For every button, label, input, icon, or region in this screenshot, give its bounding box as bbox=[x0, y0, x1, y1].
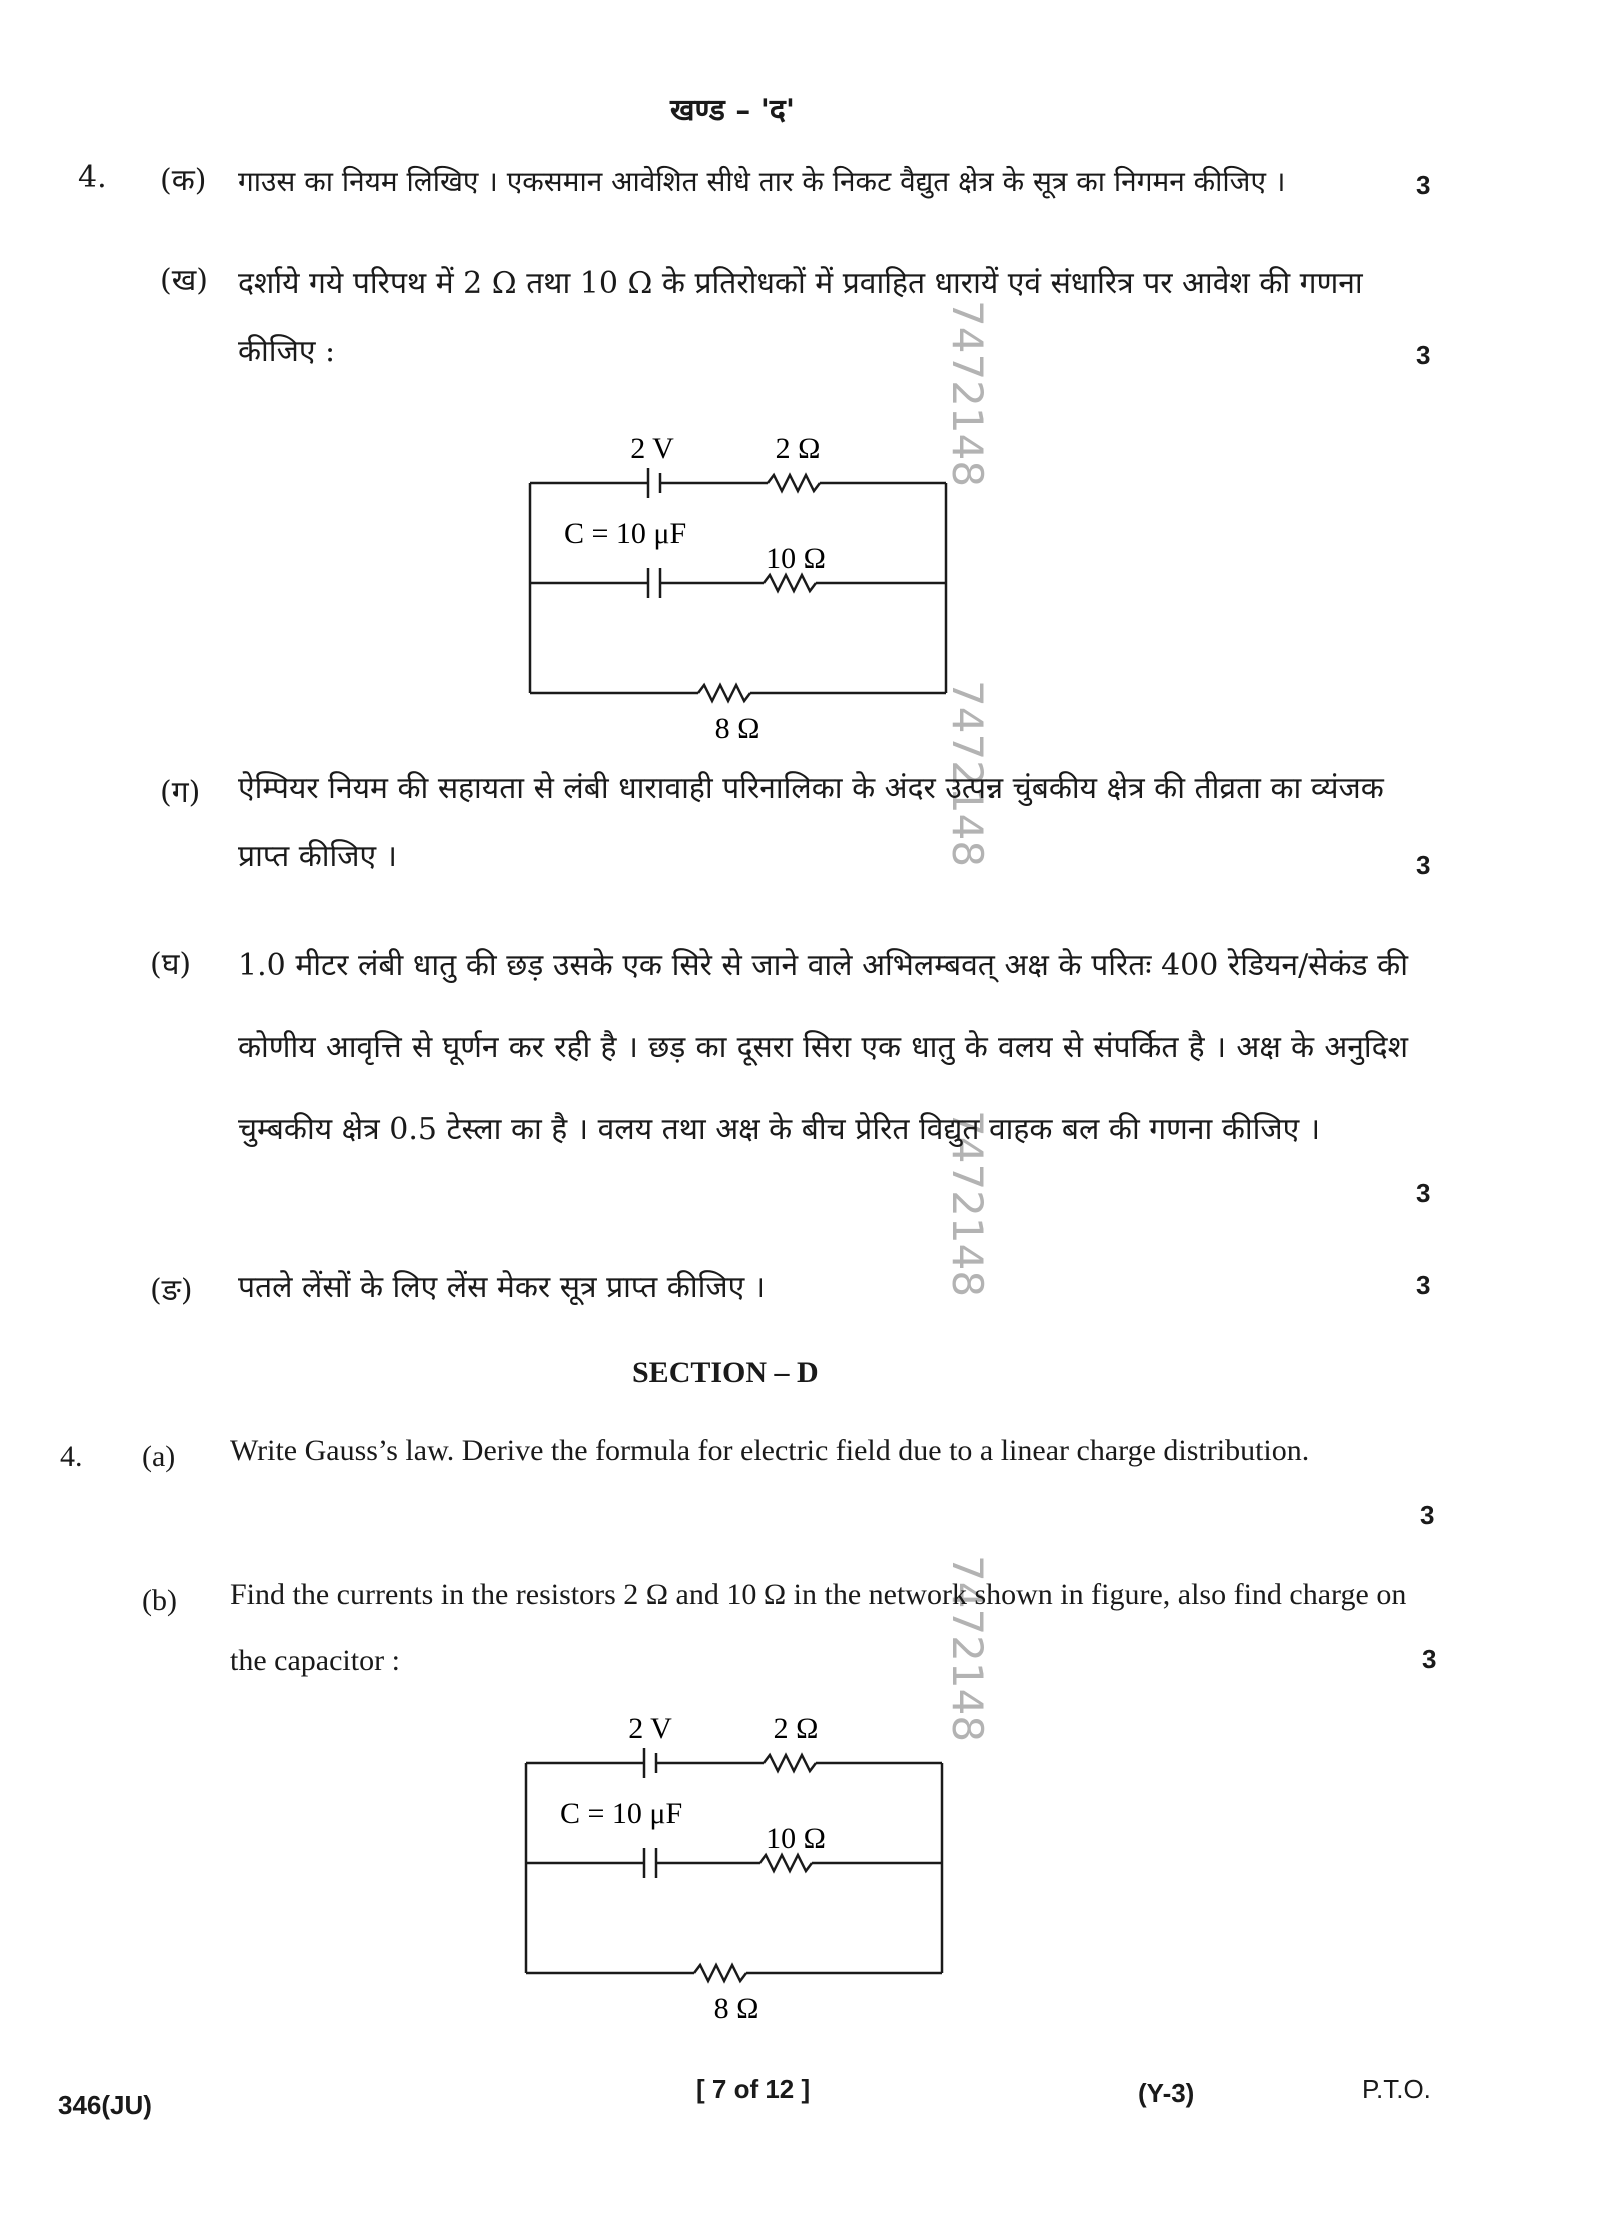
part-label: (ङ) bbox=[150, 1273, 193, 1308]
english-section-title: SECTION – D bbox=[632, 1356, 819, 1389]
part-marks: 3 bbox=[1420, 1500, 1435, 1530]
hindi-question-number: 4. bbox=[78, 160, 107, 195]
part-text: 1.0 मीटर लंबी धातु की छड़ उसके एक सिरे से जाने वाले अभिलम्बवत् अक्ष के परितः 400 रेडियन/सेकंड की कोणीय आवृत्ति से घूर्णन कर रही है । छड़ का दूसरा सिरा एक धातु के वलय से संपर्कित है । अक्ष के अनुदिश चुम्बकीय क्षेत्र 0.5 टेस्ला का है । वलय तथा अक्ष के बीच प्रेरित विद्युत वाहक बल की गणना कीजिए । bbox=[238, 948, 1408, 1147]
battery-label: 2 V bbox=[628, 1712, 672, 1745]
part-label: (b) bbox=[142, 1584, 177, 1617]
resistor-10-ohm bbox=[764, 575, 816, 591]
part-label: (घ) bbox=[150, 947, 192, 982]
part-text: Write Gauss’s law. Derive the formula for electric field due to a linear charge distribution. bbox=[230, 1434, 1310, 1467]
paper-code: 346(JU) bbox=[58, 2090, 152, 2120]
part-label: (ग) bbox=[160, 775, 201, 810]
part-text: ऐम्पियर नियम की सहायता से लंबी धारावाही परिनालिका के अंदर उत्पन्न चुंबकीय क्षेत्र की तीव्रता का व्यंजक प्राप्त कीजिए । bbox=[238, 771, 1384, 874]
resistor-2-ohm bbox=[764, 1755, 816, 1771]
resistor-label: 2 Ω bbox=[773, 1712, 819, 1745]
part-text: Find the currents in the resistors 2 Ω and 10 Ω in the network shown in figure, also find charge on the capacitor : bbox=[230, 1578, 1407, 1677]
circuit-diagram bbox=[520, 420, 960, 750]
part-marks: 3 bbox=[1422, 1644, 1437, 1674]
resistor-label: 8 Ω bbox=[714, 712, 760, 745]
resistor-label: 2 Ω bbox=[775, 432, 821, 465]
capacitor-label: C = 10 μF bbox=[560, 1797, 683, 1830]
resistor-8-ohm bbox=[694, 1965, 746, 1981]
part-marks: 3 bbox=[1416, 1270, 1431, 1300]
part-marks: 3 bbox=[1416, 170, 1431, 200]
circuit-diagram bbox=[516, 1700, 956, 2030]
part-text: दर्शाये गये परिपथ में 2 Ω तथा 10 Ω के प्रतिरोधकों में प्रवाहित धारायें एवं संधारित्र पर आवेश की गणना कीजिए : bbox=[238, 266, 1363, 369]
english-question-number: 4. bbox=[60, 1440, 83, 1473]
resistor-10-ohm bbox=[760, 1855, 812, 1871]
page-number: [ 7 of 12 ] bbox=[696, 2074, 811, 2104]
set-code: (Y-3) bbox=[1138, 2078, 1195, 2108]
hindi-section-title: खण्ड – 'द' bbox=[670, 93, 796, 128]
part-text: गाउस का नियम लिखिए । एकसमान आवेशित सीधे तार के निकट वैद्युत क्षेत्र के सूत्र का निगमन कीजिए । bbox=[238, 165, 1286, 198]
resistor-2-ohm bbox=[768, 475, 820, 491]
battery-label: 2 V bbox=[630, 432, 674, 465]
pto-label: P.T.O. bbox=[1362, 2074, 1431, 2104]
resistor-label: 10 Ω bbox=[766, 1822, 826, 1855]
watermark: 7472148 bbox=[943, 1555, 992, 1743]
part-label: (a) bbox=[142, 1440, 176, 1473]
watermark: 7472148 bbox=[943, 300, 992, 488]
part-label: (क) bbox=[160, 163, 207, 198]
resistor-label: 8 Ω bbox=[713, 1992, 759, 2025]
resistor-label: 10 Ω bbox=[766, 542, 826, 575]
part-marks: 3 bbox=[1416, 1178, 1431, 1208]
capacitor-label: C = 10 μF bbox=[564, 517, 687, 550]
part-marks: 3 bbox=[1416, 340, 1431, 370]
watermark: 7472148 bbox=[943, 680, 992, 868]
part-text: पतले लेंसों के लिए लेंस मेकर सूत्र प्राप्त कीजिए । bbox=[238, 1270, 766, 1305]
part-label: (ख) bbox=[160, 263, 208, 298]
resistor-8-ohm bbox=[698, 685, 750, 701]
part-marks: 3 bbox=[1416, 850, 1431, 880]
watermark: 7472148 bbox=[943, 1110, 992, 1298]
